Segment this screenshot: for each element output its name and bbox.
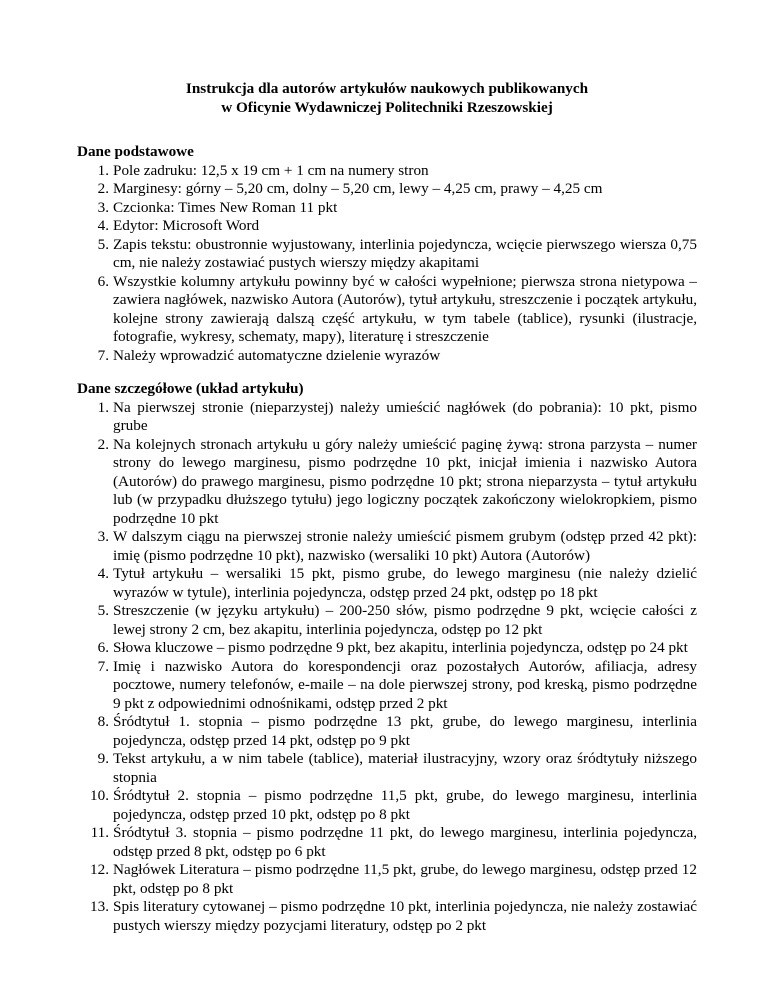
list-item <box>77 898 697 935</box>
item-number: 5. <box>97 602 109 619</box>
item-text: Czcionka: Times New Roman 11 pkt <box>113 198 338 216</box>
item-text: Śródtytuł 3. stopnia – pismo podrzędne 11 pkt, do lewego marginesu, interlinia pojedyncza, odstęp przed 8 pkt, odstęp po 6 pkt <box>113 824 697 860</box>
item-number: 2. <box>97 180 109 197</box>
title-line-1: Instrukcja dla autorów artykułów naukowych publikowanych <box>185 80 589 97</box>
item-number: 13. <box>90 898 109 915</box>
list-item <box>77 399 697 436</box>
item-number: 3. <box>97 198 109 216</box>
item-text: Streszczenie (w języku artykułu) – 200-250 słów, pismo podrzędne 9 pkt, wcięcie całości z lewej strony 2 cm, bez akapitu, interlinia pojedyncza, odstęp po 12 pkt <box>113 602 697 638</box>
document-title <box>77 80 697 117</box>
detailed-section-heading: Dane szczegółowe (układ artykułu) <box>77 380 304 397</box>
basic-list <box>77 162 697 366</box>
item-number: 8. <box>97 713 109 730</box>
detailed-list <box>77 399 697 936</box>
list-item <box>77 565 697 602</box>
document-page <box>77 80 697 935</box>
list-item <box>77 713 697 750</box>
list-item <box>77 436 697 529</box>
list-item <box>77 162 697 181</box>
item-text: W dalszym ciągu na pierwszej stronie należy umieścić pismem grubym (odstęp przed 42 pkt): imię (pismo podrzędne 10 pkt), nazwisko (wersaliki 10 pkt) Autora (Autorów) <box>113 528 697 564</box>
item-number: 12. <box>90 861 109 878</box>
list-item <box>77 658 697 714</box>
item-number: 6. <box>97 272 109 290</box>
item-text: Tytuł artykułu – wersaliki 15 pkt, pismo grube, do lewego marginesu (nie należy dzielić wyrazów w tytule), interlinia pojedyncza, odstęp przed 24 pkt, odstęp po 18 pkt <box>113 565 697 601</box>
list-item <box>77 347 697 366</box>
list-item <box>77 217 697 236</box>
item-text: Zapis tekstu: obustronnie wyjustowany, interlinia pojedyncza, wcięcie pierwszego wiersza 0,75 cm, nie należy zostawiać pustych wierszy między akapitami <box>113 235 697 271</box>
item-number: 9. <box>97 750 109 767</box>
list-item <box>77 824 697 861</box>
item-number: 6. <box>97 639 109 656</box>
list-item <box>77 750 697 787</box>
item-text: Wszystkie kolumny artykułu powinny być w całości wypełnione; pierwsza strona nietypowa – zawiera nagłówek, nazwisko Autora (Autorów), tytuł artykułu, streszczenie i początek artykułu, kolejne strony zawierają dalszą część artykułu, w tym tabele (tablice), rysunki (ilustracje, fotografie, wykresy, schematy, mapy), literaturę i streszczenie <box>113 272 697 345</box>
list-item <box>77 236 697 273</box>
item-text: Nagłówek Literatura – pismo podrzędne 11,5 pkt, grube, do lewego marginesu, odstęp przed 12 pkt, odstęp po 8 pkt <box>113 861 697 897</box>
item-text: Spis literatury cytowanej – pismo podrzędne 10 pkt, interlinia pojedyncza, nie należy zostawiać pustych wierszy między pozycjami literatury, odstęp po 2 pkt <box>113 898 697 934</box>
item-number: 7. <box>97 657 109 675</box>
list-item <box>77 180 697 199</box>
item-number: 1. <box>97 161 109 179</box>
list-item <box>77 787 697 824</box>
item-number: 7. <box>97 346 109 364</box>
item-text: Edytor: Microsoft Word <box>113 217 260 234</box>
list-item <box>77 199 697 218</box>
item-number: 11. <box>90 824 109 841</box>
item-text: Słowa kluczowe – pismo podrzędne 9 pkt, bez akapitu, interlinia pojedyncza, odstęp po 24 pkt <box>113 639 688 656</box>
list-item <box>77 528 697 565</box>
item-text: Śródtytuł 2. stopnia – pismo podrzędne 11,5 pkt, grube, do lewego marginesu, interlinia pojedyncza, odstęp przed 10 pkt, odstęp po 8 pkt <box>113 787 697 823</box>
item-number: 3. <box>97 528 109 545</box>
list-item <box>77 273 697 347</box>
basic-section-heading: Dane podstawowe <box>77 143 194 160</box>
item-number: 10. <box>90 787 109 804</box>
item-text: Imię i nazwisko Autora do korespondencji oraz pozostałych Autorów, afiliacja, adresy pocztowe, numery telefonów, e-maile – na dole pierwszej strony, pod kreską, pismo podrzędne 9 pkt z odpowiednimi odnośnikami, odstęp przed 2 pkt <box>113 657 697 712</box>
title-line-2: w Oficynie Wydawniczej Politechniki Rzeszowskiej <box>221 98 553 116</box>
item-text: Na kolejnych stronach artykułu u góry należy umieścić paginę żywą: strona parzysta – numer strony do lewego marginesu, pismo podrzędne 10 pkt, inicjał imienia i nazwisko Autora (Autorów) do prawego marginesu, pismo podrzędne 10 pkt; strona nieparzysta – tytuł artykułu lub (w przypadku dłuższego tytułu) jego logiczny początek zakończony wielokropkiem, pismo podrzędne 10 pkt <box>113 435 697 527</box>
item-text: Na pierwszej stronie (nieparzystej) należy umieścić nagłówek (do pobrania): 10 pkt, pismo grube <box>113 398 697 434</box>
item-number: 1. <box>97 398 109 416</box>
list-item <box>77 639 697 658</box>
item-number: 5. <box>97 235 109 253</box>
list-item <box>77 602 697 639</box>
item-number: 4. <box>97 565 109 582</box>
item-number: 2. <box>97 435 109 453</box>
list-item <box>77 861 697 898</box>
item-text: Pole zadruku: 12,5 x 19 cm + 1 cm na numery stron <box>113 161 429 179</box>
item-number: 4. <box>97 217 109 234</box>
item-text: Należy wprowadzić automatyczne dzielenie wyrazów <box>113 346 441 364</box>
item-text: Śródtytuł 1. stopnia – pismo podrzędne 13 pkt, grube, do lewego marginesu, interlinia pojedyncza, odstęp przed 14 pkt, odstęp po 9 pkt <box>113 713 697 749</box>
item-text: Marginesy: górny – 5,20 cm, dolny – 5,20 cm, lewy – 4,25 cm, prawy – 4,25 cm <box>113 180 603 197</box>
item-text: Tekst artykułu, a w nim tabele (tablice), materiał ilustracyjny, wzory oraz śródtytuły niższego stopnia <box>113 750 697 786</box>
